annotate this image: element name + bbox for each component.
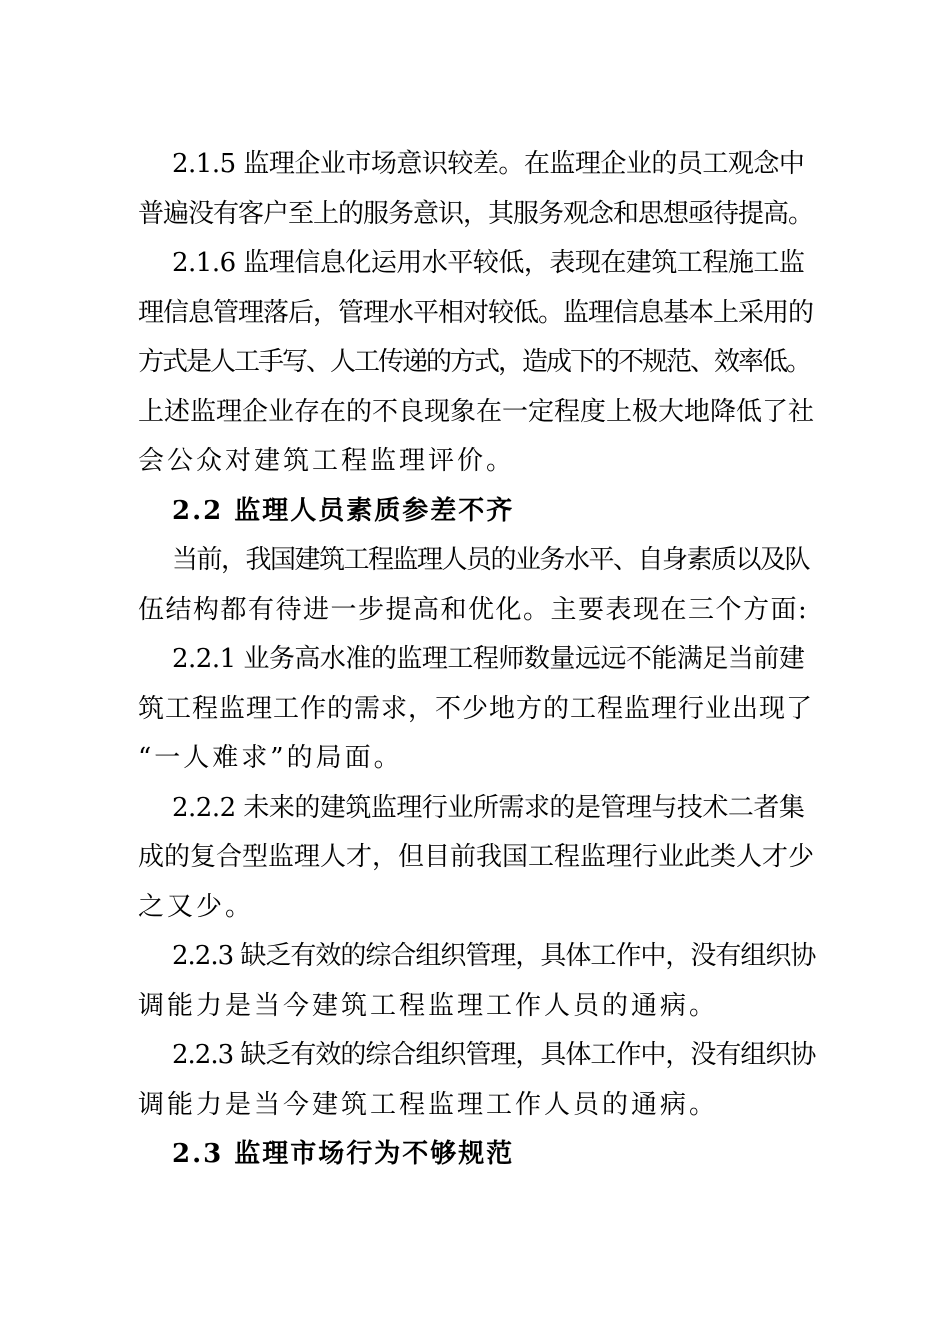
para-2-2-1-line-1: 2.2.1 业务高水准的监理工程师数量远远不能满足当前建 bbox=[172, 644, 805, 674]
para-2-2-intro-line-2: 伍结构都有待进一步提高和优化。主要表现在三个方面: bbox=[138, 595, 809, 625]
para-2-2-2-line-3: 之又少。 bbox=[138, 892, 255, 922]
section-heading-2-2: 2.2 监理人员素质参差不齐 bbox=[172, 496, 515, 526]
para-2-1-6-line-1: 2.1.6 监理信息化运用水平较低，表现在建筑工程施工监 bbox=[172, 248, 805, 278]
para-2-1-6-line-3: 方式是人工手写、人工传递的方式，造成下的不规范、效率低。 bbox=[138, 347, 811, 377]
para-2-2-3-line-2: 调能力是当今建筑工程监理工作人员的通病。 bbox=[138, 991, 719, 1021]
para-2-1-6-line-5: 会公众对建筑工程监理评价。 bbox=[138, 446, 516, 476]
para-2-2-1-line-2: 筑工程监理工作的需求，不少地方的工程监理行业出现了 bbox=[138, 694, 814, 724]
para-2-2-3-repeat-line-2: 调能力是当今建筑工程监理工作人员的通病。 bbox=[138, 1090, 719, 1120]
para-2-1-5-line-2: 普遍没有客户至上的服务意识，其服务观念和思想亟待提高。 bbox=[138, 199, 814, 229]
para-2-1-6-line-4: 上述监理企业存在的不良现象在一定程度上极大地降低了社 bbox=[138, 397, 815, 427]
para-2-1-5-line-1: 2.1.5 监理企业市场意识较差。在监理企业的员工观念中 bbox=[172, 149, 805, 179]
para-2-2-1-line-3: “一人难求”的局面。 bbox=[138, 743, 403, 773]
para-2-2-3-repeat-line-1: 2.2.3 缺乏有效的综合组织管理，具体工作中，没有组织协 bbox=[172, 1040, 816, 1070]
section-heading-2-3: 2.3 监理市场行为不够规范 bbox=[172, 1139, 515, 1169]
para-2-2-3-line-1: 2.2.3 缺乏有效的综合组织管理，具体工作中，没有组织协 bbox=[172, 941, 816, 971]
para-2-2-2-line-1: 2.2.2 未来的建筑监理行业所需求的是管理与技术二者集 bbox=[172, 793, 805, 823]
para-2-2-2-line-2: 成的复合型监理人才，但目前我国工程监理行业此类人才少 bbox=[138, 842, 815, 872]
para-2-1-6-line-2: 理信息管理落后，管理水平相对较低。监理信息基本上采用的 bbox=[138, 298, 814, 328]
para-2-2-intro-line-1: 当前，我国建筑工程监理人员的业务水平、自身素质以及队 bbox=[172, 545, 810, 575]
